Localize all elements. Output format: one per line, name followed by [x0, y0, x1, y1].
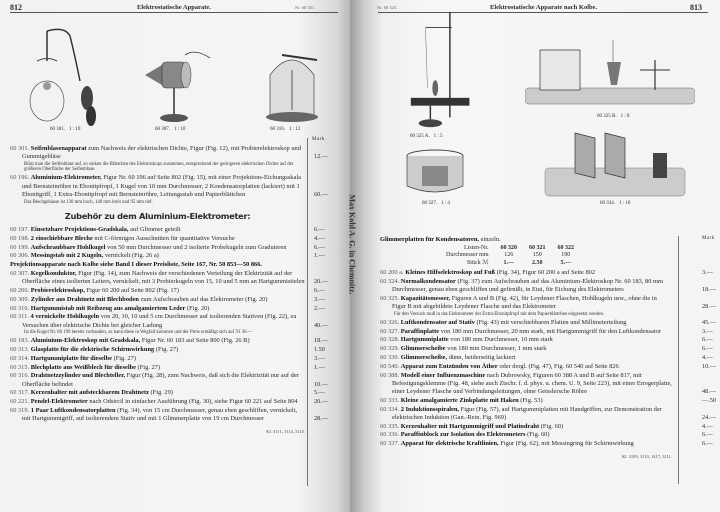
item-price: 6.— [314, 243, 325, 251]
catalog-entry [380, 396, 716, 405]
item-title: Paraffinblock zur Isolation des Elektrometers [400, 431, 526, 439]
item-price: 1.— [314, 252, 325, 260]
catalog-entry [10, 354, 325, 363]
catalog-entry [10, 286, 325, 295]
figure-caption: 60 316. 1 : 12 [270, 127, 301, 132]
entry-note: Das Blechgehäuse ist 130 mm hoch, 140 mm breit und 95 mm tief. [24, 199, 153, 205]
left-entries [10, 145, 328, 435]
item-number: 60 307. [10, 269, 30, 277]
figure-caption: 60 327. 1 : 4 [422, 201, 450, 206]
item-number: 60 313. [10, 346, 30, 353]
item-number: 60 336. [380, 431, 400, 439]
item-number: 60 316. [10, 372, 30, 380]
item-number: 60 315. [10, 363, 30, 371]
item-description: (Fig. 34), von 15 cm Durchmesser, genau eben geschliffen, vernickelt, mit Hartgummigriff, auf isolierendem Stativ und mit 1 Glimmerplatte von 19 cm Durchmesser [22, 406, 298, 423]
catalog-entry [10, 346, 325, 354]
item-description: zum Aufschrauben auf das Elektrometer (Fig. 20) [140, 295, 268, 303]
section-heading: Zubehör zu dem Aluminium-Elektrometer: [64, 210, 251, 221]
table-row: Listen-Nr. 60 320 60 321 60 322 [464, 244, 574, 251]
item-title: Normalkondensator [400, 277, 456, 285]
item-description: (Fig. 34), Figur 60 200 a auf Seite 802 [496, 269, 596, 277]
item-title: Zylinder aus Drahtnetz mit Blechboden [30, 295, 139, 303]
catalog-entry [10, 145, 328, 161]
item-description: von 50 mm Durchmesser und 2 isolierte Probekugeln zum Graduieren [107, 243, 287, 251]
item-description: (Fig. 53) [520, 396, 543, 404]
item-number: 60 337. [380, 440, 400, 448]
glimmer-table [440, 245, 580, 267]
item-price: 18.— [314, 337, 328, 345]
item-price: 3.— [314, 354, 325, 362]
item-price: 6.— [314, 286, 325, 294]
item-price: 28.— [702, 303, 716, 311]
item-title: Aluminium-Elektroskop mit Gradskala, [30, 337, 141, 345]
item-number: 60 301. [10, 145, 30, 152]
item-title: Apparat für elektrische Kraftlinien, [400, 440, 499, 448]
item-number: 60 388. [380, 371, 400, 379]
item-title: Kerzenhalter mit Hartgummigriff und Platindraht [400, 422, 540, 430]
item-title: 4 vernickelte Hohlkugeln [30, 313, 100, 321]
item-description: (Fig. 27) [137, 363, 160, 371]
catalog-entry [380, 405, 716, 422]
item-title: Hartgummiplatte [400, 336, 449, 344]
item-number: 60 333. [380, 396, 400, 404]
item-price: 3.— [702, 327, 713, 335]
catalog-entry [380, 371, 716, 397]
item-number: 60 317. [10, 389, 30, 397]
item-price: 45.— [702, 318, 716, 326]
price-column-rule [307, 138, 308, 486]
item-title: Glimmerscheibe, [400, 353, 448, 361]
item-title: Kleines Hilfselektroskop auf Fuß [405, 269, 496, 277]
item-description: (Fig. 37) zum Aufschrauben auf das Aluminium-Elektroskop Nr. 60 183, 80 mm Durchmesser, genau eben geschliffen und gefirnißt, in Etui, für Eichung des Elektrometers [392, 277, 663, 294]
page-number: 812 [10, 3, 22, 12]
item-description: (Fig. 27) [155, 346, 179, 353]
item-number: 60 200. [10, 286, 30, 294]
item-price: 28.— [314, 415, 328, 423]
item-price: 6.— [702, 440, 713, 448]
entry-note: Ist die Kugel Nr. 60 199 bereits vorhanden, so kann diese in Wegfall kommen und der Preis ermäßigt sich auf ℳ 36.— [24, 330, 253, 336]
item-price: 4.— [702, 353, 713, 361]
item-price: 20.— [314, 278, 328, 286]
item-title: Modell einer Influenzmaschine [400, 371, 486, 379]
item-description: von 20, 10, 10 und 5 cm Durchmesser auf isolierenden Stativen (Fig. 22), zu Versuchen über elektrische Dichte bei gleicher Ladung [22, 313, 297, 329]
running-head: Elektrostatische Apparate. [137, 4, 211, 11]
item-description: oder dergl. (Fig. 47), Fig. 60 540 auf Seite 826 [499, 362, 619, 370]
item-description: Figur (Fig. 14), zum Nachweis der verschiedenen Verteilung der Elektrizität auf der Oberfläche eines isolierten Leiters, vernickelt, mit 3 Probierkugeln von 15, 10 und 5 mm an Hartgummistielen [22, 269, 305, 286]
item-description: Figur (Fig. 57), auf Hartgummiplatten mit Handgriffen, zur Demonstration der elektrischen Induktion (Gan.-Rein. Fig. 969) [392, 405, 662, 421]
catalog-entry [10, 337, 328, 345]
item-price: 18.— [702, 286, 716, 294]
table-row: Durchmesser mm 126 150 190 [446, 252, 571, 259]
catalog-entry [10, 406, 328, 423]
item-title: Glimmerscheibe [400, 345, 446, 353]
catalog-entry [10, 174, 328, 199]
figure-induction-spirals [540, 128, 690, 198]
item-title: Seifenblasenapparat [30, 145, 87, 152]
catalog-entry [380, 336, 713, 344]
price-column-rule [678, 236, 679, 484]
item-title: Kleine amalgamierte Zinkplatte mit Haken [400, 396, 519, 404]
item-description: (Fig. 27) [113, 354, 136, 362]
item-description: von 180 mm Durchmesser, 1 mm stark [447, 345, 547, 353]
catalog-entry [10, 389, 325, 397]
item-price: 3.— [702, 269, 713, 277]
item-number: 60 330. [380, 353, 400, 361]
item-title: 2 Induktionsspiralen, [400, 405, 460, 413]
catalog-entry [10, 225, 325, 234]
catalog-entry [380, 294, 716, 311]
item-number: 60 325. [380, 294, 400, 302]
figure-caption: 60 325 B. 1 : 8 [597, 114, 630, 119]
left-page [0, 0, 350, 512]
right-page [347, 0, 720, 512]
item-description: Figur 60 200 auf Seite 802 (Fig. 17) [86, 286, 179, 294]
item-title: Kegelkonduktor, [30, 269, 77, 277]
item-title: Kapazitätsmesser, [400, 294, 451, 302]
figure-capacity-meter-b [525, 40, 695, 110]
item-description: nach Odstrcil in einfacher Ausführung (Fig. 30), siehe Figur 60 221 auf Seite 804 [89, 398, 298, 406]
item-title: Aluminium-Elektrometer, [30, 174, 102, 182]
catalog-entry [380, 422, 713, 431]
price-column-header: Mark [702, 236, 715, 241]
item-price: 10.— [702, 362, 716, 370]
item-description: von 180 mm Durchmesser, 20 mm stark, mit Hartgummigriff für den Luftkondensator [440, 327, 661, 335]
catalog-entry [380, 353, 713, 362]
item-title: Glasplatte für die elektrische Schirmwirkung [30, 346, 155, 353]
catalog-entry [10, 234, 325, 243]
catalog-entry [380, 362, 716, 371]
item-price: 1.50 [314, 346, 325, 353]
item-price: 5.— [314, 389, 325, 397]
item-description: zum Nachweis der elektrischen Dichte, Figur (Fig. 12), mit Probierelektroskop und Gummigebläse [22, 145, 301, 161]
item-price: 10.— [314, 380, 328, 388]
item-description: (Fig. 60) [527, 431, 550, 439]
item-number: 60 183. [10, 337, 30, 345]
catalog-entry [10, 269, 328, 286]
figure-caption: 60 334. 1 : 10 [600, 201, 631, 206]
catalog-entry [380, 318, 716, 327]
figure-cone-conductor [140, 50, 220, 125]
catalog-entry [10, 363, 325, 372]
figure-caption: 60 301. 1 : 10 [50, 127, 81, 132]
entry-note: Bläst man die Seifenblase auf, so sinken die Blättchen des Elektroskops zusammen, entsprechend der geringeren elektrischen Dichte auf der größeren Oberfläche der Seifenblase. [24, 162, 294, 173]
catalog-entry [380, 345, 713, 353]
item-number: 60 197. [10, 225, 30, 233]
item-price: 2.— [314, 304, 325, 312]
page-number: 813 [690, 3, 702, 12]
catalog-entry [380, 440, 713, 448]
entry-note: Für den Versuch muß in das Elektrometer der Extra-Ebonitpfropf mit dem Papierblättchen eingesetzt werden. [394, 311, 605, 317]
catalog-entry [10, 243, 325, 252]
running-head: Elektrostatische Apparate nach Kolbe. [490, 4, 598, 11]
item-number: 60 319. [10, 406, 30, 414]
catalog-entry [380, 277, 716, 294]
item-number: 60 328. [380, 336, 400, 344]
item-title: Luftkondensator auf Stativ [400, 318, 475, 326]
figure-capacity-meter-a [405, 10, 485, 132]
item-number: 60 327. [380, 327, 400, 335]
item-number: 60 306. [10, 252, 30, 260]
catalog-entry [380, 269, 713, 277]
item-title: 1 Paar Luftkondensatorplatten [30, 406, 116, 414]
item-price: 3.— [314, 295, 325, 303]
catalog-entry [10, 313, 328, 329]
item-number: 60 326. [380, 318, 400, 326]
item-description: vernickelt (Fig. 26 a) [104, 252, 159, 260]
item-title: Hartgummiplatte für dieselbe [30, 354, 112, 362]
publisher-stamp: Max Kohl A. G. in Chemnitz. [347, 194, 357, 295]
item-price: 6.— [702, 345, 713, 353]
figure-caption: 60 325 A. 1 : 5 [410, 134, 443, 139]
item-price: 40.— [314, 321, 328, 329]
figure-wire-net-cylinder [262, 50, 322, 125]
corner-reference: Nr. 60 301. [295, 5, 316, 10]
header-rule [10, 12, 338, 13]
catalog-entry [10, 261, 305, 269]
item-title: Einsetzbare Projektions-Gradskala, [30, 225, 129, 233]
item-number: 60 334. [380, 405, 400, 413]
item-price: 6.— [702, 336, 713, 344]
item-number: 60 196. [10, 174, 30, 182]
item-title: Projektionsapparate nach Kolbe siehe Band I dieser Preisliste, Seite 167, Nr. 50 853—50 866. [10, 261, 263, 269]
catalog-entry [10, 398, 328, 406]
catalog-entry [10, 295, 325, 304]
item-description: dünn, beiderseitig lackiert [448, 353, 516, 361]
figure-soap-bubble-apparatus [25, 26, 105, 126]
item-price: 24.— [702, 413, 716, 421]
item-price: 20.— [314, 398, 328, 406]
item-title: Probierelektroskop, [30, 286, 85, 294]
item-price: 12.— [314, 153, 328, 161]
figure-caption: 60 307. 1 : 10 [155, 127, 186, 132]
item-title: Blechplatte aus Weißblech für dieselbe [30, 363, 136, 371]
corner-reference: Nr. 60 325. [377, 5, 398, 10]
item-price: 6.— [314, 225, 325, 233]
catalog-entry [10, 304, 325, 313]
item-price: 4.— [702, 422, 713, 430]
item-description: Figur Nr. 60 183 auf Seite 800 (Fig. 26 B) [141, 337, 250, 345]
item-number: 60 540. [380, 362, 400, 370]
glimmer-heading: Glimmerplatten für Kondensatoren, einzeln. [380, 236, 501, 243]
item-number: 60 310. [10, 304, 30, 312]
item-description: mit C-förmigen Ausschnitten für quantitative Versuche [94, 234, 235, 242]
item-title: Drahtnetzzylinder und Blechteller, [30, 372, 126, 380]
item-title: Messingstab mit 2 Kugeln, [30, 252, 104, 260]
item-number: 60 314. [10, 354, 30, 362]
catalog-entry [10, 252, 325, 260]
item-price: 60.— [314, 190, 328, 198]
catalog-entry [380, 431, 713, 439]
item-title: Hartgummistab mit Reibzeug aus amalgamiertem Leder [30, 304, 186, 312]
catalog-entry [10, 372, 328, 388]
catalog-entry [380, 327, 713, 336]
item-price: 1.— [314, 363, 325, 371]
page-footer: Kl. 3109, 3110, 1417, 3111. [621, 454, 672, 460]
figure-paraffin-cylinder [400, 148, 470, 198]
item-title: Apparat zum Entzünden von Äther [400, 362, 498, 370]
item-description: nach Dubrowsky, Figuren 60 388 A und B auf Seite 817, mit Befestigungsklemme (Fig. 48, siehe auch Ztschr. f. d. phys. u. chem. U. 9, Seite 223), mit einer Erregerplatte, einer Leydener Flasche und Verbindungsleitungen, ohne Geisslersche Röhre [392, 371, 672, 395]
item-description: (Fig. 43) mit verschiebbaren Platten und Millimeterteilung [476, 318, 627, 326]
item-number: 60 309. [10, 295, 30, 303]
item-description: Figuren A und B (Fig. 42), für Leydener Flaschen, Hohlkugeln usw., ohne die in Figur B mit abgebildete Leydener Flasche und das Elektrometer [392, 294, 657, 311]
item-title: Paraffinplatte [400, 327, 440, 335]
item-price: 48.— [702, 387, 716, 395]
item-number: 60 221. [10, 398, 30, 406]
page-footer: Kl. 3111, 3114, 3115. [266, 429, 305, 435]
item-number: 60 199. [10, 243, 30, 251]
item-number: 60 329. [380, 345, 400, 353]
item-price: —.50 [702, 396, 716, 404]
item-description: (Fig. 20) [186, 304, 210, 312]
item-title: Kerzenhalter mit aufsteckbarem Drahtnetz [30, 389, 149, 397]
item-description: Figur (Fig. 28), zum Nachweis, daß sich die Elektrizität nur auf der Oberfläche befindet [22, 372, 299, 388]
item-title: Aufschraubbare Hohlkugel [30, 243, 106, 251]
table-row: Stück ℳ 1.— 2.50 5.— [466, 259, 571, 266]
item-description: Figur Nr. 60 196 auf Seite 802 (Fig. 15), mit einer Projektions-Eichungsskala und Bernsteinröhre in Ebonitpfropf, 1 Kugel von 10 mm Durchmesser, 2 Kondensatorplatten (lackiert) mit 1 Ebonitgriff, 1 Extra-Ebonitpfropf mit Bernsteinröhre, Leitungsstab und Papierblättchen [22, 174, 301, 198]
item-number: 60 324. [380, 277, 400, 285]
item-description: (Fig. 60) [540, 422, 564, 430]
item-description: von 180 mm Durchmesser, 10 mm stark [450, 336, 553, 344]
item-description: auf Glimmer geteilt [130, 225, 181, 233]
item-number: 60 311. [10, 313, 29, 321]
item-number: 60 335. [380, 422, 400, 430]
item-description: (Fig. 29) [150, 389, 173, 397]
item-price: 6.— [702, 431, 713, 439]
item-price: 4.— [314, 234, 325, 242]
item-title: 2 einschiebbare Bleche [30, 234, 93, 242]
item-number: 60 198. [10, 234, 30, 242]
item-description: Figur (Fig. 62), mit Messingring für Schirmwirkung [500, 440, 634, 448]
item-number: 60 200 a. [380, 269, 404, 277]
price-column-header: Mark [312, 137, 325, 142]
item-title: Pendel-Elektrometer [30, 398, 88, 406]
